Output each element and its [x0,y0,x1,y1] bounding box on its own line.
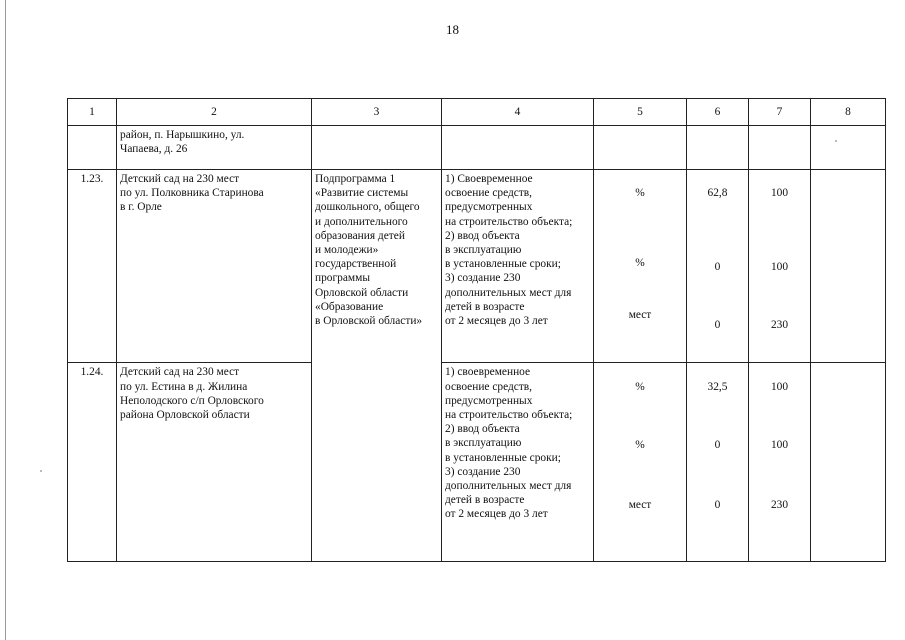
header-col-7: 7 [749,99,811,126]
row-number: 1.23. [68,170,117,363]
indicators-cell: 1) своевременное освоение средств, предусмотренных на строительство объекта; 2) ввод объекта в эксплуатацию в установленные сроки; 3) создание 230 дополнительных мест для детей в возрасте от 2 месяцев до 3 лет [442,363,594,561]
value-cell-col7 [749,170,811,363]
unit-value: % [635,380,645,393]
unit-value: % [635,257,645,270]
empty-cell-col8 [811,170,886,363]
col6-value: 0 [714,319,721,332]
unit-value: % [635,438,645,451]
col7-value: 100 [770,261,789,274]
table-row [68,170,886,363]
page-number: 18 [446,22,459,37]
object-cell: Детский сад на 230 мест по ул. Полковника Старинова в г. Орле [117,170,312,363]
table-header-row [68,99,886,126]
indicators-cell: 1) Своевременное освоение средств, предусмотренных на строительство объекта; 2) ввод объекта в эксплуатацию в установленные сроки; 3) создание 230 дополнительных мест для детей в возрасте от 2 месяцев до 3 лет [442,170,594,363]
empty-cell-col8 [811,363,886,561]
unit-value: мест [628,498,652,511]
unit-cell [594,170,687,363]
col6-value: 0 [714,498,721,511]
value-cell-col6 [687,363,749,561]
col6-value: 0 [714,261,721,274]
header-col-5: 5 [594,99,687,126]
col7-value: 100 [770,187,789,200]
object-cell: Детский сад на 230 мест по ул. Естина в д. Жилина Неполодского с/п Орловского района Орловской области [117,363,312,561]
header-col-2: 2 [117,99,312,126]
col7-value: 100 [770,380,789,393]
header-col-4: 4 [442,99,594,126]
header-col-8: 8 [811,99,886,126]
col6-value: 0 [714,438,721,451]
col7-value: 230 [770,498,789,511]
value-cell-col6 [687,170,749,363]
scan-speck [40,470,42,472]
col7-value: 100 [770,438,789,451]
row-number: 1.24. [68,363,117,561]
program-cell: Подпрограмма 1 «Развитие системы дошкольного, общего и дополнительного образования детей и молодежи» государственной программы Орловской области «Образование в Орловской области» [312,170,442,562]
table-row-continuation [68,126,886,170]
unit-value: мест [628,309,652,322]
continuation-object-cell: район, п. Нарышкино, ул. Чапаева, д. 26 [117,126,312,170]
unit-cell [594,363,687,561]
header-col-3: 3 [312,99,442,126]
scan-edge-line [5,0,6,640]
unit-value: % [635,187,645,200]
col6-value: 32,5 [707,380,728,393]
col7-value: 230 [770,319,789,332]
header-col-6: 6 [687,99,749,126]
col6-value: 62,8 [707,187,728,200]
value-cell-col7 [749,363,811,561]
data-table [67,98,886,562]
table-row [68,363,886,561]
header-col-1: 1 [68,99,117,126]
